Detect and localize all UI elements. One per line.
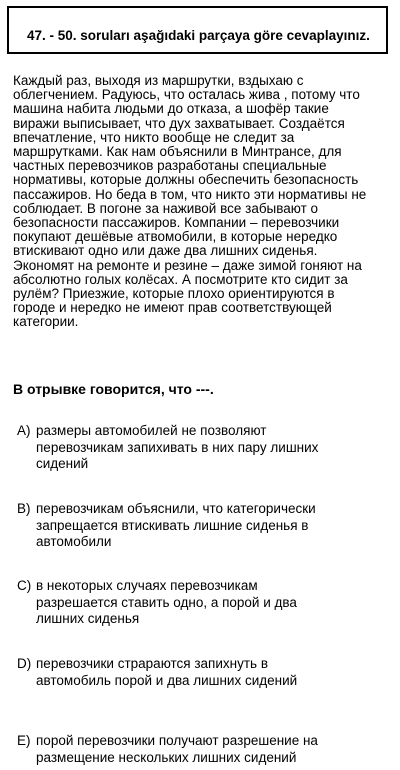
passage-line: Каждый раз, выходя из маршрутки, вздыхаю с xyxy=(13,73,304,88)
option-letter: D) xyxy=(17,656,32,671)
passage-line: виражи выписывает, что дух захватывает. Создаётся xyxy=(13,115,345,131)
passage-line: впечатление, что никто вообще не следит за xyxy=(13,129,295,145)
option-text-line: разрешается ставить одно, а порой и два xyxy=(36,594,297,610)
passage-line: городе и нередко не имеют прав соответствующей xyxy=(13,300,332,316)
option-letter: B) xyxy=(17,501,31,516)
reading-passage xyxy=(13,74,391,330)
passage-line: облегчением. Радуюсь, что осталась жива , потому что xyxy=(13,87,360,103)
passage-line: пассажиров. Но беда в том, что никто эти нормативы не xyxy=(13,186,367,202)
question-header-title: 47. - 50. soruları aşağıdaki parçaya göre cevaplayınız. xyxy=(27,28,370,43)
option-text-line: в некоторых случаях перевозчикам xyxy=(36,578,258,593)
passage-line: безопасности пассажиров. Компании – перевозчики xyxy=(13,215,340,231)
passage-line: машина набита людьми до отказа, а шофёр такие xyxy=(13,101,329,117)
option-text-line: перевозчики страраются запихнуть в xyxy=(36,656,269,671)
option-letter: A) xyxy=(17,423,31,438)
option-text-line: размещение нескольких лишних сидений xyxy=(36,749,297,765)
option-text-line: сидений xyxy=(36,456,89,471)
passage-line: втискивают одно или даже два лишних сиденья. xyxy=(13,243,318,259)
option-text-line: перевозчикам объяснили, что категорически xyxy=(36,501,316,516)
passage-line: маршрутками. Как нам объяснили в Минтрансе, для xyxy=(13,144,342,160)
passage-line: частных перевозчиков разработаны специальные xyxy=(13,158,327,174)
passage-line: нормативы, которые должны обеспечить безопасность xyxy=(13,172,359,188)
passage-line: категории. xyxy=(13,314,79,330)
option-text-line: автомобиль порой и два лишних сидений xyxy=(36,672,298,688)
option-letter: C) xyxy=(17,578,32,593)
question-header-box xyxy=(7,6,388,54)
option-text-line: перевозчикам запихивать в них пару лишних xyxy=(36,439,319,455)
question-stem: В отрывке говорится, что ---. xyxy=(13,381,214,397)
passage-line: соблюдает. В погоне за наживой все забывают о xyxy=(13,200,319,216)
passage-line: покупают дешёвые атвомобили, в которые нередко xyxy=(13,229,338,245)
option-text-line: лишних сиденья xyxy=(36,611,140,626)
option-text-line: размеры автомобилей не позволяют xyxy=(36,423,267,438)
option-text-line: порой перевозчики получают разрешение на xyxy=(36,733,318,748)
passage-line: абсолютно голых колёсах. А посмотрите кто сидит за xyxy=(13,271,348,287)
option-letter: E) xyxy=(17,733,31,748)
passage-line: Экономят на ремонте и резине – даже зимой гоняют на xyxy=(13,257,362,273)
passage-line: рулём? Приезжие, которые плохо ориентируются в xyxy=(13,286,335,302)
option-text-line: автомобили xyxy=(36,534,112,549)
option-text-line: запрещается втискивать лишние сиденья в xyxy=(36,517,309,533)
